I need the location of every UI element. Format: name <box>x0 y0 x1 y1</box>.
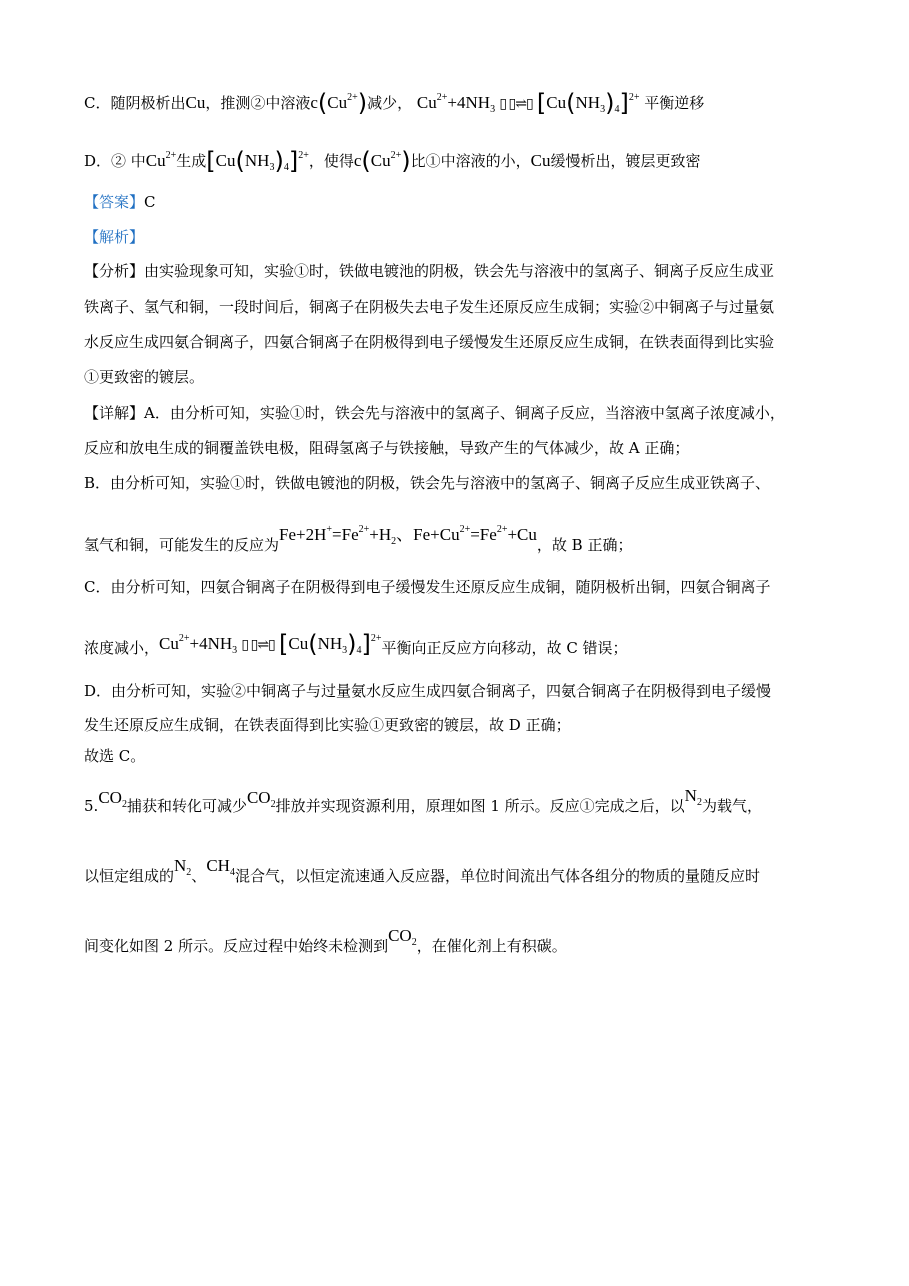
text: ，推测②中溶液 <box>205 94 311 112</box>
formula-ch4: $CH_4$ <box>206 856 235 878</box>
text: ，故 B 正确； <box>536 536 633 554</box>
analysis-line-4: ①更致密的镀层。 <box>84 368 205 386</box>
text: 捕获和转化可减少 <box>126 797 247 815</box>
analysis-line-3: 水反应生成四氨合铜离子，四氨合铜离子在阴极得到电子缓慢发生还原反应生成铜，在铁表面得到比实验 <box>84 333 775 351</box>
formula-cu: Cu <box>530 151 551 170</box>
detail-b-line-1: B．由分析可知，实验①时，铁做电镀池的阴极，铁会先与溶液中的氢离子、铜离子反应生成亚铁离子、 <box>84 474 771 492</box>
question-number: 5. <box>84 797 99 815</box>
formula-c-cu2: $c(Cu^{2+})$ <box>310 89 368 117</box>
q5-line-2 <box>84 856 849 893</box>
text: 以恒定组成的 <box>84 867 175 885</box>
answer-value: C <box>144 193 156 211</box>
analysis-line-2: 铁离子、氢气和铜，一段时间后，铜离子在阴极失去电子发生还原反应生成铜；实验②中铜离子与过量氨 <box>84 298 775 316</box>
text: 平衡逆移 <box>644 94 705 112</box>
text: 平衡向正反应方向移动，故 C 错误； <box>381 639 628 657</box>
formula-co2: $CO_2$ <box>98 788 127 810</box>
text: 排放并实现资源利用，原理如图 1 所示。反应①完成之后，以 <box>275 797 685 815</box>
q5-line-1 <box>84 786 849 823</box>
formula-n2: $N_2$ <box>684 786 702 808</box>
formula-co2: $CO_2$ <box>246 788 276 810</box>
detail-d-line-1: D．由分析可知，实验②中铜离子与过量氨水反应生成四氨合铜离子，四氨合铜离子在阴极得到电子缓慢 <box>84 682 772 700</box>
text: 减少， <box>367 94 413 112</box>
detail-d-line-2: 发生还原反应生成铜，在铁表面得到比实验①更致密的镀层，故 D 正确； <box>84 716 571 734</box>
formula-cu: Cu <box>185 93 206 112</box>
formula-n2: $N_2$ <box>174 856 192 878</box>
text: 浓度减小， <box>84 639 160 657</box>
answer-line <box>84 192 849 212</box>
q5-line-3 <box>84 926 849 963</box>
text: C．随阴极析出 <box>84 94 186 112</box>
formula-equilibrium: $Cu^{2+}+4NH_3$ ▯ ▯⇌▯ $[Cu(NH_3)_4]^{2+}$ <box>159 630 382 658</box>
formula-c-cu2: $c(Cu^{2+})$ <box>353 147 411 175</box>
detail-c-line-1: C．由分析可知，四氨合铜离子在阴极得到电子缓慢发生还原反应生成铜，随阴极析出铜，四氨合铜离子 <box>84 578 771 596</box>
analysis-label: 【解析】 <box>84 228 145 246</box>
detail-c-line-2 <box>84 630 849 665</box>
formula-cu2: $Cu^{2+}$ <box>145 150 177 170</box>
formula-co2: $CO_2$ <box>388 926 417 948</box>
detail-a-line-1: 【详解】A．由分析可知，实验①时，铁会先与溶液中的氢离子、铜离子反应，当溶液中氢离子浓度减小， <box>84 404 785 422</box>
text: ，在催化剂上有积碳。 <box>416 937 567 955</box>
text: 为载气， <box>701 797 762 815</box>
text: 氢气和铜，可能发生的反应为 <box>84 536 280 554</box>
text: 、 <box>191 867 207 885</box>
text: 混合气，以恒定流速通入反应器，单位时间流出气体各组分的物质的量随反应时 <box>234 867 760 885</box>
analysis-line-1: 【分析】由实验现象可知，实验①时，铁做电镀池的阴极，铁会先与溶液中的氢离子、铜离子反应生成亚 <box>84 262 775 280</box>
answer-label: 【答案】 <box>84 193 145 211</box>
option-d-line <box>84 146 849 178</box>
detail-d-line-3: 故选 C。 <box>84 747 146 765</box>
text: 比①中溶液的小， <box>410 152 531 170</box>
formula-reactions: $Fe+2H^+=Fe^{2+}+H_2$、$Fe+Cu^{2+}=Fe^{2+}+Cu$ <box>279 524 537 547</box>
detail-b-line-2 <box>84 524 849 562</box>
text: D．② 中 <box>84 152 146 170</box>
text: ，使得 <box>308 152 354 170</box>
formula-complex: $[Cu(NH_3)_4]^{2+}$ <box>206 147 309 175</box>
formula-equilibrium: $Cu^{2+}+4NH_3$ ▯ ▯⇌▯ $[Cu(NH_3)_4]^{2+}$ <box>416 89 640 117</box>
text: 生成 <box>176 152 207 170</box>
text: 缓慢析出，镀层更致密 <box>550 152 701 170</box>
detail-a-line-2: 反应和放电生成的铜覆盖铁电极，阻碍氢离子与铁接触，导致产生的气体减少，故 A 正确； <box>84 439 690 457</box>
text: 间变化如图 2 所示。反应过程中始终未检测到 <box>84 937 389 955</box>
option-c-line <box>84 88 849 120</box>
